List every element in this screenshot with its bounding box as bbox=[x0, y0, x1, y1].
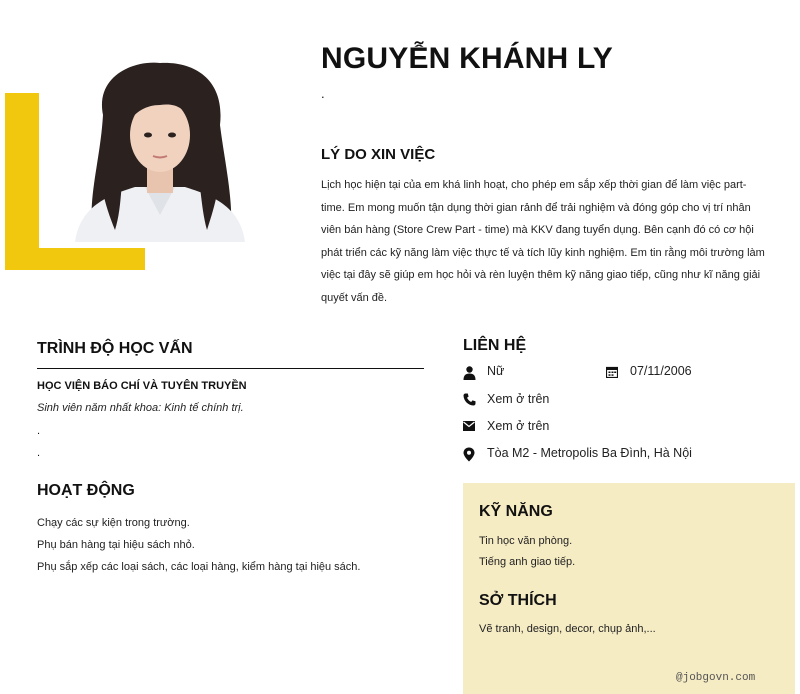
activity-item: Phụ sắp xếp các loại sách, các loại hàng, kiểm hàng tại hiệu sách. bbox=[37, 561, 361, 573]
contact-birthdate: 07/11/2006 bbox=[630, 364, 692, 378]
phone-icon bbox=[463, 393, 476, 406]
profile-photo bbox=[65, 55, 254, 242]
education-line: . bbox=[37, 447, 41, 459]
location-pin-icon bbox=[463, 447, 476, 460]
contact-gender: Nữ bbox=[487, 364, 505, 378]
hobbies-section-title: SỞ THÍCH bbox=[479, 592, 557, 609]
skills-section-title: KỸ NĂNG bbox=[479, 503, 553, 520]
candidate-subtitle: . bbox=[321, 86, 325, 101]
reason-section-title: LÝ DO XIN VIỆC bbox=[321, 146, 436, 163]
mail-icon bbox=[463, 421, 476, 434]
hobbies-text: Vẽ tranh, design, decor, chụp ảnh,... bbox=[479, 623, 656, 635]
decorative-bar-horizontal bbox=[5, 248, 145, 270]
reason-text: Lịch học hiện tại của em khá linh hoạt, cho phép em sắp xếp thời gian để làm việc part-time. Em mong muốn tận dụng thời gian rảnh để trải nghiệm và đóng góp cho vị trí nhân viên bán hàng (Store Crew Part - time) mà KKV đang tuyển dụng. Bên cạnh đó có cơ hội phát triển các kỹ năng làm việc thực tế và tích lũy kinh nghiệm. Em tin rằng môi trường làm việc tại đây sẽ giúp em học hỏi và rèn luyện thêm kỹ năng giao tiếp, cũng như kĩ năng giải quyết vấn đề. bbox=[321, 179, 765, 304]
contact-section-title: LIÊN HỆ bbox=[463, 337, 527, 354]
skill-item: Tiếng anh giao tiếp. bbox=[479, 556, 576, 568]
contact-phone: Xem ở trên bbox=[487, 392, 550, 406]
education-line: . bbox=[37, 425, 41, 437]
activity-item: Chạy các sự kiện trong trường. bbox=[37, 517, 190, 529]
education-section-title: TRÌNH ĐỘ HỌC VẤN bbox=[37, 340, 193, 357]
education-divider bbox=[37, 368, 424, 369]
education-school: HỌC VIỆN BÁO CHÍ VÀ TUYÊN TRUYỀN bbox=[37, 380, 247, 392]
contact-email: Xem ở trên bbox=[487, 419, 550, 433]
person-icon bbox=[463, 366, 476, 379]
activities-section-title: HOẠT ĐỘNG bbox=[37, 482, 135, 499]
activity-item: Phụ bán hàng tại hiệu sách nhỏ. bbox=[37, 539, 195, 551]
watermark: @jobgovn.com bbox=[676, 672, 756, 684]
candidate-name: NGUYỄN KHÁNH LY bbox=[321, 42, 613, 75]
calendar-icon bbox=[606, 366, 619, 379]
contact-address: Tòa M2 - Metropolis Ba Đình, Hà Nội bbox=[487, 446, 692, 460]
decorative-bar-vertical bbox=[5, 93, 39, 270]
skill-item: Tin học văn phòng. bbox=[479, 535, 573, 547]
education-description: Sinh viên năm nhất khoa: Kinh tế chính trị. bbox=[37, 402, 244, 414]
